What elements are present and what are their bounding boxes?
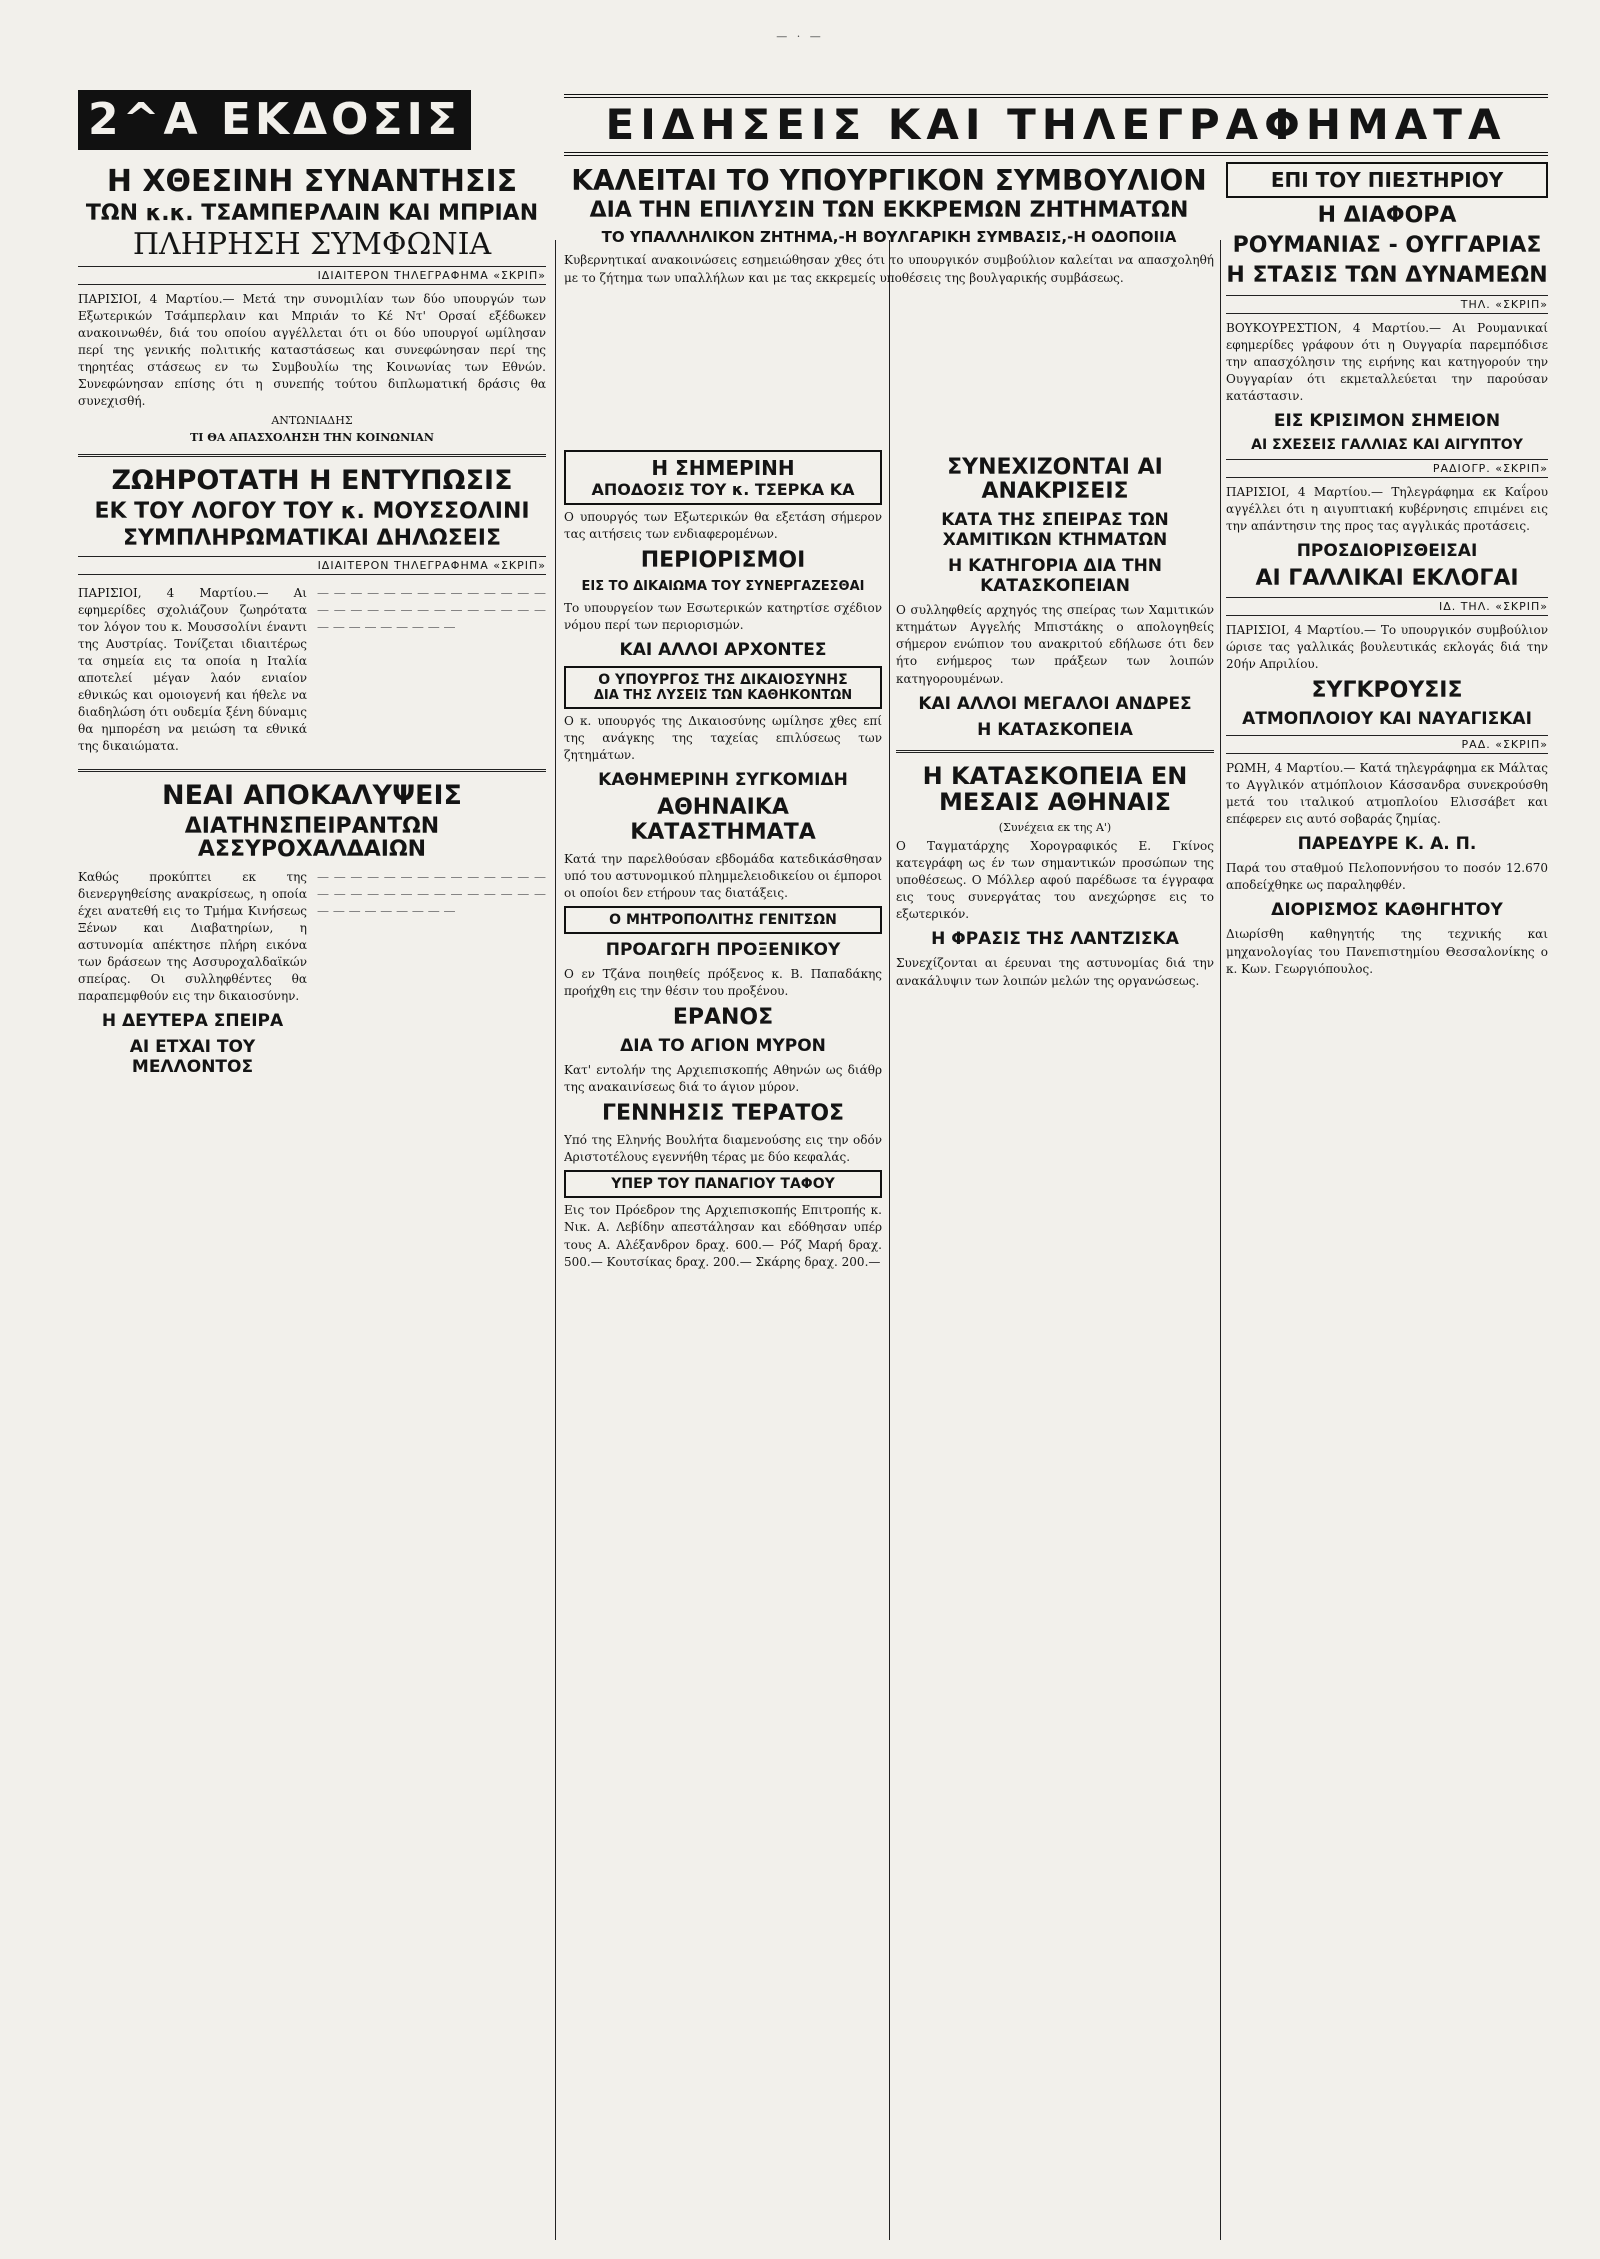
headline: ΥΠΕΡ ΤΟΥ ΠΑΝΑΓΙΟΥ ΤΑΦΟΥ [564,1170,882,1198]
article-body: Το υπουργείον των Εσωτερικών κατηρτίσε σχέδιον νόμου περί των περιορισμών. [564,601,882,633]
dateline: ΤΗΛ. «ΣΚΡΙΠ» [1226,295,1548,314]
separator [896,750,1214,753]
section-label: ΕΠΙ ΤΟΥ ΠΙΕΣΤΗΡΙΟΥ [1226,162,1548,198]
subhead: ΠΡΟΑΓΩΓΗ ΠΡΟΞΕΝΙΚΟΥ [605,939,841,960]
article-body: ΠΑΡΙΣΙΟΙ, 4 Μαρτίου.— Αι εφημερίδες σχολιάζουν ζωηρότατα τον λόγον του κ. Μουσσολίνι έναντι της Αυστρίας. Τονίζεται ιδιαιτέρως τα σημεία εις τα οποία η Ιταλία αποτελεί μέγαν λαόν ενιαίον εθνικώς και ομοιογενή και ήθελε να διαδηλώση ότι ουδεμία ξένη δύναμις θα ημπορέση να μειώση τα εθνικά της δικαιώματα. [78,585,307,754]
column-rule [555,240,556,2240]
headline-sub: ΑΙ ΣΧΕΣΕΙΣ ΓΑΛΛΙΑΣ ΚΑΙ ΑΙΓΥΠΤΟΥ [1251,436,1523,453]
subhead: Η ΦΡΑΣΙΣ ΤΗΣ ΛΑΝΤΖΙΣΚΑ [931,929,1179,950]
headline: ΓΕΝΝΗΣΙΣ ΤΕΡΑΤΟΣ [601,1101,845,1127]
dateline: ΡΑΔ. «ΣΚΡΙΠ» [1226,735,1548,754]
dateline: ΙΔ. ΤΗΛ. «ΣΚΡΙΠ» [1226,597,1548,616]
article-body-continued: — — — — — — — — — — — — — — — — — — — — — — — — — — — — — — — — — — — — — [317,585,546,634]
article-body: Ο κ. υπουργός της Δικαιοσύνης ωμίλησε χθες επί της ανάγκης της ταχείας επιλύσεως των ζητημάτων. [564,714,882,763]
headline: Η ΚΑΤΑΣΚΟΠΕΙΑ ΕΝ ΜΕΣΑΙΣ ΑΘΗΝΑΙΣ [922,761,1188,816]
headline-sub: ΤΩΝ κ.κ. ΤΣΑΜΠΕΡΛΑΙΝ ΚΑΙ ΜΠΡΙΑΝ [85,200,539,226]
headline: ΑΘΗΝΑΙΚΑ ΚΑΤΑΣΤΗΜΑΤΑ [630,795,816,845]
headline: ΠΕΡΙΟΡΙΣΜΟΙ [640,548,806,574]
article-body: Συνεχίζονται αι έρευναι της αστυνομίας διά την ανακάλυψιν των λοιπών μελών της οργανώσεως. [896,956,1214,988]
article-body: Εις τον Πρόεδρον της Αρχιεπισκοπής Επιτροπής κ. Νικ. Α. Λεβίδην απεστάλησαν και εδόθησαν υπέρ τους Α. Αλέξανδρον δραχ. 600.— Ρόζ Μαρή δραχ. 500.— Κουτσίκας δραχ. 200.— Σκάρης δραχ. 200.— [564,1203,882,1269]
article-assyrochaldeans [78,782,546,1083]
column-1 [78,162,546,2240]
headline-line: ΑΠΟΔΟΣΙΣ ΤΟΥ κ. ΤΣΕΡΚΑ ΚΑ [591,480,855,499]
headline: ΠΑΡΕΔΥΡΕ Κ. Α. Π. [1297,834,1477,855]
headline-sub: ΑΤΜΟΠΛΟΙΟΥ ΚΑΙ ΝΑΥΑΓΙΣΚΑΙ [1242,709,1532,730]
article-mussolini [78,467,546,759]
headline-deck: ΤΟ ΥΠΑΛΛΗΛΙΚΟΝ ΖΗΤΗΜΑ,-Η ΒΟΥΛΓΑΡΙΚΗ ΣΥΜΒΑΣΙΣ,-Η ΟΔΟΠΟΙΙΑ [601,228,1177,247]
dateline: ΙΔΙΑΙΤΕΡΟΝ ΤΗΛΕΓΡΑΦΗΜΑ «ΣΚΡΙΠ» [78,266,546,285]
edition-badge: 2^Α ΕΚΔΟΣΙΣ [78,90,471,150]
column-4 [1226,162,1548,2240]
article-body: Ο Ταγματάρχης Χορογραφικός Ε. Γκίνος κατεγράφη ως έν των σημαντικών προσώπων της υποθέσεως. Ο Μόλλερ αφού παρέδωσε τα έγγραφα εις τους συνεργάτας του ανεχώρησε εις το εξωτερικόν. [896,839,1214,922]
article-chamberlain-briand [78,166,546,444]
top-stamp: — · — [776,30,824,43]
article-body: ΠΑΡΙΣΙΟΙ, 4 Μαρτίου.— Μετά την συνομιλίαν των δύο υπουργών των Εξωτερικών Τσάμπερλαιν και Μπριάν το Κέ Ντ' Ορσαί εξέδωκεν ανακοινωθέν, διά του οποίου αγγέλλεται ότι οι δύο υπουργοί ωμίλησαν περί της γενικής πολιτικής καταστάσεως και συνεφώνησαν περί της τηρητέας στάσεως εν τω Συμβουλίω της Κοινωνίας των Εθνών. Συνεφώνησαν επίσης ότι η συνεπής τούτου διπλωματική δράσις θα συνεχισθή. [78,292,546,409]
subhead: ΑΙ ΕΤΧΑΙ ΤΟΥ ΜΕΛΛΟΝΤΟΣ [129,1036,256,1077]
section-masthead [564,94,1548,156]
subhead: ΚΑΙ ΑΛΛΟΙ ΜΕΓΑΛΟΙ ΑΝΔΡΕΣ [918,693,1192,714]
headline: Η ΧΘΕΣΙΝΗ ΣΥΝΑΝΤΗΣΙΣ [106,164,518,199]
headline-deck: ΣΥΜΠΛΗΡΩΜΑΤΙΚΑΙ ΔΗΛΩΣΕΙΣ [123,525,501,551]
headline-sub: ΔΙΑ ΤΗΝ ΕΠΙΛΥΣΙΝ ΤΩΝ ΕΚΚΡΕΜΩΝ ΖΗΤΗΜΑΤΩΝ [589,198,1189,224]
section-title: ΕΙΔΗΣΕΙΣ ΚΑΙ ΤΗΛΕΓΡΑΦΗΜΑΤΑ [605,100,1507,149]
subhead: Η ΔΕΥΤΕΡΑ ΣΠΕΙΡΑ [101,1010,284,1031]
column-2-lower [564,450,882,2240]
headline [564,666,882,709]
headline-sub: ΔΙΑΤΗΝΣΠΕΙΡΑΝΤΩΝ ΑΣΣΥΡΟΧΑΛΔΑΙΩΝ [184,813,440,862]
article-body: Διωρίσθη καθηγητής της τεχνικής και μηχανολογίας του Πανεπιστημίου Θεσσαλονίκης ο κ. Κων. Γεωργιόπουλος. [1226,927,1548,976]
edition-masthead [78,90,546,150]
headline-deck: Η ΣΤΑΣΙΣ ΤΩΝ ΔΥΝΑΜΕΩΝ [1226,263,1548,289]
headline: ΚΑΘΗΜΕΡΙΝΗ ΣΥΓΚΟΜΙΔΗ [598,770,848,791]
dateline: ΡΑΔΙΟΓΡ. «ΣΚΡΙΠ» [1226,459,1548,478]
article-body: Ο συλληφθείς αρχηγός της σπείρας των Χαμιτικών κτημάτων Αγγελής Μπιστάκης ο απολογηθείς σήμερον ενώπιον του ανακριτού εδήλωσε ότι δεν ήτο ενήμερος των πράξεων των λοιπών κατηγορουμένων. [896,603,1214,686]
dateline: ΙΔΙΑΙΤΕΡΟΝ ΤΗΛΕΓΡΑΦΗΜΑ «ΣΚΡΙΠ» [78,556,546,575]
headline: ΝΕΑΙ ΑΠΟΚΑΛΥΨΕΙΣ [162,780,462,812]
article-body: Παρά του σταθμού Πελοποννήσου το ποσόν 12.670 αποδείχθηκε ως παραληφθέν. [1226,861,1548,893]
headline-deck: Η ΚΑΤΗΓΟΡΙΑ ΔΙΑ ΤΗΝ ΚΑΤΑΣΚΟΠΕΙΑΝ [947,556,1163,597]
article-body: Ο εν Τζάνα ποιηθείς πρόξενος κ. Β. Παπαδάκης προήχθη εις την θέσιν του προξένου. [564,966,882,998]
subhead: ΤΙ ΘΑ ΑΠΑΣΧΟΛΗΣΗ ΤΗΝ ΚΟΙΝΩΝΙΑΝ [190,431,434,445]
article-body: Κατ' εντολήν της Αρχιεπισκοπής Αθηνών ως διάθρ της ανακαινίσεως διά το άγιον μύρον. [564,1063,882,1095]
headline-sub: ΕΚ ΤΟΥ ΛΟΓΟΥ ΤΟΥ κ. ΜΟΥΣΣΟΛΙΝΙ [94,498,530,524]
article-body: Καθώς προκύπτει εκ της διενεργηθείσης ανακρίσεως, η οποία έχει ανατεθή εις το Τμήμα Κινήσεως Ξένων και Διαβατηρίων, η αστυνομία απέκτησε πλήρη εικόνα των δράσεων της Ασσυροχαλδαϊκών σπείρας. Οι συλληφθέντες θα παραπεμφθούν εις την δικαιοσύνην. [78,869,307,1003]
headline: ΣΥΓΚΡΟΥΣΙΣ [1311,678,1463,704]
headline-sub: ΚΑΤΑ ΤΗΣ ΣΠΕΙΡΑΣ ΤΩΝ ΧΑΜΙΤΙΚΩΝ ΚΤΗΜΑΤΩΝ [941,510,1169,551]
article-body-continued: — — — — — — — — — — — — — — — — — — — — — — — — — — — — — — — — — — — — — [317,869,546,918]
headline-line: Ο ΥΠΟΥΡΓΟΣ ΤΗΣ ΔΙΚΑΙΟΣΥΝΗΣ [598,672,848,689]
headline-sub: ΕΙΣ ΤΟ ΔΙΚΑΙΩΜΑ ΤΟΥ ΣΥΝΕΡΓΑΖΕΣΘΑΙ [581,579,865,595]
headline-sub: ΡΟΥΜΑΝΙΑΣ - ΟΥΓΓΑΡΙΑΣ [1232,233,1542,259]
headline: ΕΙΣ ΚΡΙΣΙΜΟΝ ΣΗΜΕΙΟΝ [1273,410,1501,431]
headline: ΕΡΑΝΟΣ [672,1004,774,1030]
headline-deck: ΠΛΗΡΗΣΗ ΣΥΜΦΩΝΙΑ [132,226,492,262]
article-body: Κατά την παρελθούσαν εβδομάδα κατεδικάσθησαν υπό του αστυνομικού πλημμελειοδικείου οι έμποροι οι οποίοι δεν ετήρουν τας διατάξεις. [564,851,882,900]
article-body: ΒΟΥΚΟΥΡΕΣΤΙΟΝ, 4 Μαρτίου.— Αι Ρουμανικαί εφημερίδες γράφουν ότι η Ουγγαρία παρεμπόδισε την απασχόλησιν της ειρήνης και κατηγορούν την Ουγγαρίαν ότι εκμεταλλεύεται την παρούσαν κατάστασιν. [1226,320,1548,403]
headline: ΚΑΛΕΙΤΑΙ ΤΟ ΥΠΟΥΡΓΙΚΟΝ ΣΥΜΒΟΥΛΙΟΝ [571,164,1207,197]
headline-line: Η ΣΗΜΕΡΙΝΗ [651,456,795,480]
article-body: ΡΩΜΗ, 4 Μαρτίου.— Κατά τηλεγράφημα εκ Μάλτας το Αγγλικόν ατμόπλοιον Κάσσανδρα συνεκρούσθη μετά του ιταλικού ατμοπλοίου Ελισσάβετ και επέφερεν εις αυτό σοβαράς ζημίας. [1226,761,1548,827]
article-body: Κυβερνητικαί ανακοινώσεις εσημειώθησαν χθες ότι το υπουργικόν συμβούλιον καλείται να απασχοληθή με το ζήτημα των υπαλλήλων και με τας εκκρεμείς υποθέσεις της βουλγαρικής συμβάσεως. [564,253,1214,285]
headline: ΖΩΗΡΟΤΑΤΗ Η ΕΝΤΥΠΩΣΙΣ [111,465,513,497]
headline-line: ΔΙΑ ΤΗΣ ΛΥΣΕΙΣ ΤΩΝ ΚΑΘΗΚΟΝΤΩΝ [593,688,853,704]
separator [78,769,546,772]
headline [564,450,882,505]
headline: ΠΡΟΣΔΙΟΡΙΣΘΕΙΣΑΙ [1296,540,1478,561]
subhead: ΚΑΙ ΑΛΛΟΙ ΑΡΧΟΝΤΕΣ [619,640,827,661]
article-body: Υπό της Εληνής Βουλήτα διαμενούσης εις την οδόν Αριστοτέλους εγεννήθη τέρας με δύο κεφαλάς. [564,1133,882,1165]
subhead: Η ΚΑΤΑΣΚΟΠΕΙΑ [977,719,1133,740]
headline-sub: ΔΙΑ ΤΟ ΑΓΙΟΝ ΜΥΡΟΝ [620,1036,826,1057]
article-body: ΠΑΡΙΣΙΟΙ, 4 Μαρτίου.— Τηλεγράφημα εκ Καΐρου αγγέλλει ότι η αιγυπτιακή κυβέρνησις επιμένει εις την απάντησιν της προς τας αγγλικάς προτάσεις. [1226,484,1548,533]
headline: ΔΙΟΡΙΣΜΟΣ ΚΑΘΗΓΗΤΟΥ [1271,900,1503,921]
headline: Η ΔΙΑΦΟΡΑ [1317,203,1457,228]
headline: Ο ΜΗΤΡΟΠΟΛΙΤΗΣ ΓΕΝΙΤΣΩΝ [564,906,882,934]
column-rule [1220,240,1221,2240]
headline: ΣΥΝΕΧΙΖΟΝΤΑΙ ΑΙ ΑΝΑΚΡΙΣΕΙΣ [947,455,1163,505]
article-body: ΠΑΡΙΣΙΟΙ, 4 Μαρτίου.— Το υπουργικόν συμβούλιον ώρισε τας γαλλικάς βουλευτικάς εκλογάς διά την 20ήν Απριλίου. [1226,623,1548,672]
separator [78,454,546,457]
newspaper-page [78,90,1548,2240]
byline: ΑΝΤΩΝΙΑΔΗΣ [271,414,353,428]
continued-note: (Συνέχεια εκ της Α') [998,821,1112,835]
article-body: Ο υπουργός των Εξωτερικών θα εξετάση σήμερον τας αιτήσεις των ενδιαφερομένων. [564,510,882,542]
column-3 [896,450,1214,2240]
headline-sub: ΑΙ ΓΑΛΛΙΚΑΙ ΕΚΛΟΓΑΙ [1255,565,1519,591]
